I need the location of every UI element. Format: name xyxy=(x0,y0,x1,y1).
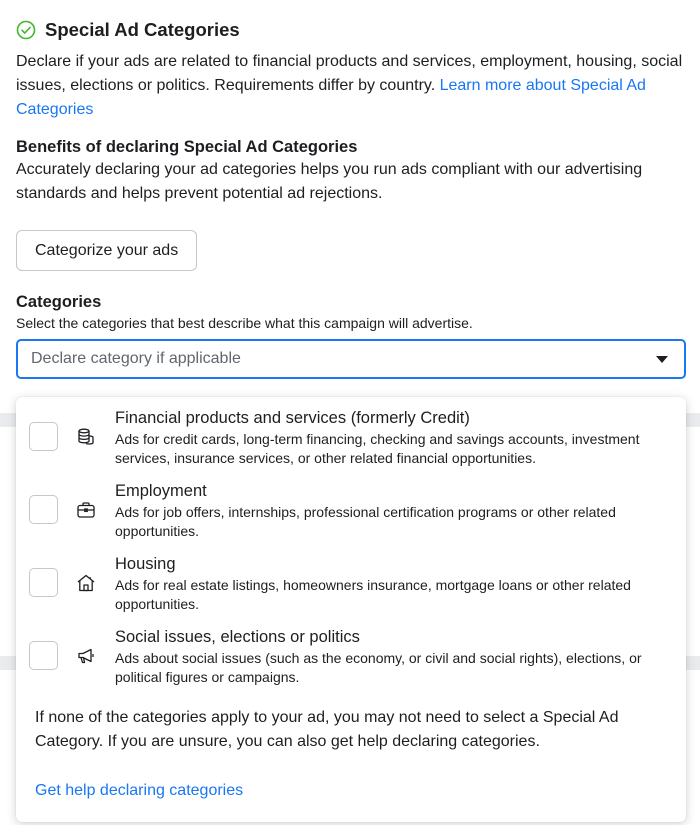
option-title: Social issues, elections or politics xyxy=(115,628,360,646)
categories-subtext: Select the categories that best describe what this campaign will advertise. xyxy=(16,315,473,331)
option-checkbox[interactable] xyxy=(29,422,58,451)
intro-text: Declare if your ads are related to financial products and services, employment, housing, social issues, elections or politics. Requirements differ by country. Learn more about Special Ad Categories xyxy=(16,53,683,118)
option-description: Ads about social issues (such as the economy, or civil and social rights), elections, or political figures or campaigns. xyxy=(115,650,642,685)
option-employment[interactable] xyxy=(16,470,686,540)
option-title: Housing xyxy=(115,555,176,573)
option-description: Ads for credit cards, long-term financing, checking and savings accounts, investment services, insurance services, or other related financial opportunities. xyxy=(115,431,640,466)
option-housing[interactable] xyxy=(16,543,686,613)
option-social-issues[interactable] xyxy=(16,616,686,686)
option-title: Employment xyxy=(115,482,207,500)
option-title: Financial products and services (formerly Credit) xyxy=(115,409,470,427)
megaphone-icon xyxy=(76,646,96,666)
benefits-text: Accurately declaring your ad categories helps you run ads compliant with our advertising standards and helps prevent potential ad rejections. xyxy=(16,161,643,202)
category-select[interactable] xyxy=(16,339,686,379)
no-category-note: If none of the categories apply to your ad, you may not need to select a Special Ad Category. If you are unsure, you can also get help declaring categories. xyxy=(35,709,619,750)
option-checkbox[interactable] xyxy=(29,641,58,670)
house-icon xyxy=(76,573,96,593)
get-help-link[interactable]: Get help declaring categories xyxy=(35,782,244,799)
caret-down-icon xyxy=(656,356,668,363)
section-header xyxy=(16,14,686,46)
option-checkbox[interactable] xyxy=(29,495,58,524)
categorize-ads-button[interactable]: Categorize your ads xyxy=(16,230,197,271)
categories-heading: Categories xyxy=(16,293,102,311)
category-dropdown-menu xyxy=(16,397,686,822)
coins-icon xyxy=(76,427,96,447)
option-description: Ads for real estate listings, homeowners insurance, mortgage loans or other related opportunities. xyxy=(115,577,631,612)
briefcase-icon xyxy=(76,500,96,520)
section-title: Special Ad Categories xyxy=(45,19,240,40)
option-checkbox[interactable] xyxy=(29,568,58,597)
benefits-heading: Benefits of declaring Special Ad Categories xyxy=(16,138,358,156)
check-circle-icon xyxy=(16,20,36,40)
option-financial[interactable] xyxy=(16,397,686,467)
option-description: Ads for job offers, internships, professional certification programs or other related opportunities. xyxy=(115,504,616,539)
learn-more-link[interactable]: Learn more about Special Ad Categories xyxy=(16,77,646,118)
category-select-placeholder: Declare category if applicable xyxy=(31,350,241,367)
special-ad-categories-section xyxy=(16,14,686,379)
